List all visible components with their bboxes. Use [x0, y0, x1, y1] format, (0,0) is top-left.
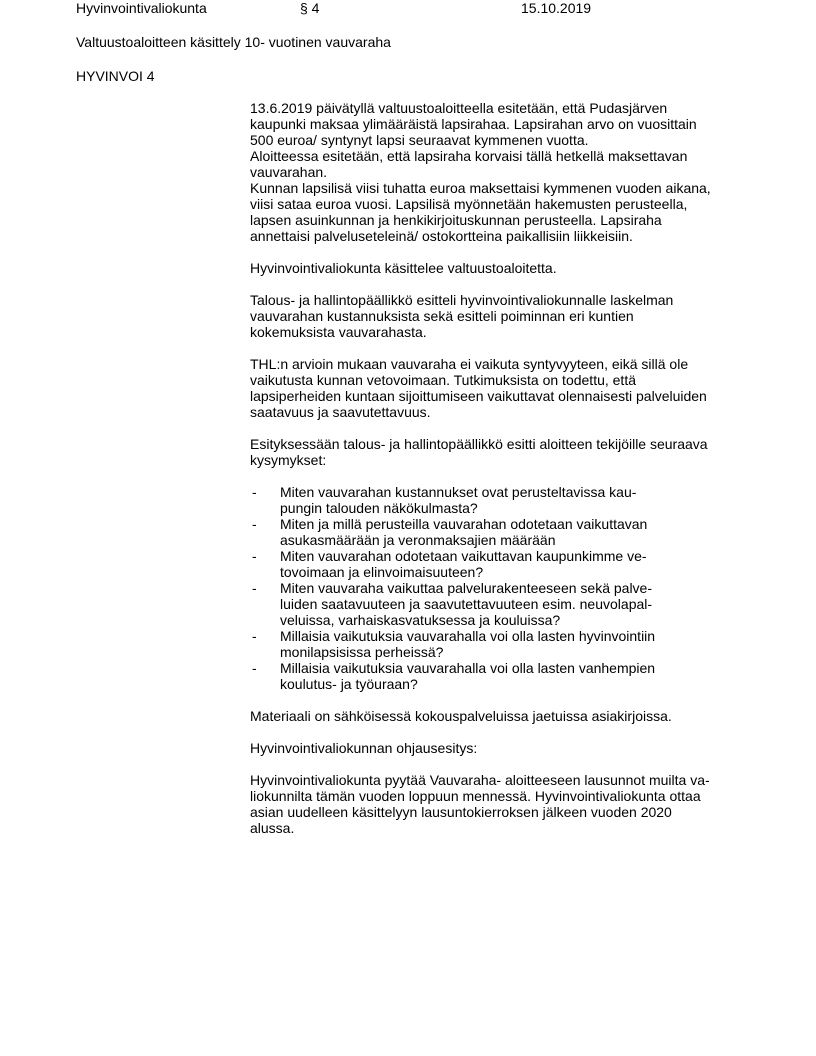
- text-line: kaupunki maksaa ylimääräistä lapsirahaa. Lapsirahan arvo on vuosittain: [250, 116, 697, 132]
- text-line: Miten vauvaraha vaikuttaa palvelurakenteeseen sekä palve-: [280, 580, 653, 596]
- text-line: liokunnilta tämän vuoden loppuun mennessä. Hyvinvointivaliokunta ottaa: [250, 788, 701, 804]
- paragraph-material-note: [250, 708, 745, 724]
- text-line: kokemuksista vauvarahasta.: [250, 324, 427, 340]
- text-line: Esityksessään talous- ja hallintopäällikkö esitti aloitteen tekijöille seuraava: [250, 436, 708, 452]
- header-organization: Hyvinvointivaliokunta: [76, 0, 207, 16]
- paragraph-initiative: [250, 100, 745, 244]
- paragraph-thl-assessment: [250, 356, 745, 420]
- dash-bullet: -: [252, 516, 257, 532]
- text-line: Materiaali on sähköisessä kokouspalveluissa jaetuissa asiakirjoissa.: [250, 708, 672, 724]
- text-line: THL:n arvioin mukaan vauvaraha ei vaikuta syntyvyyteen, eikä sillä ole: [250, 356, 689, 372]
- text-line: vauvarahan kustannuksista sekä esitteli poiminnan eri kuntien: [250, 308, 634, 324]
- text-line: Miten vauvarahan kustannukset ovat perusteltavissa kau-: [280, 484, 637, 500]
- dash-bullet: -: [252, 580, 257, 596]
- dash-bullet: -: [252, 660, 257, 676]
- questions-list: [250, 484, 745, 692]
- text-line: Talous- ja hallintopäällikkö esitteli hyvinvointivaliokunnalle laskelman: [250, 292, 674, 308]
- text-line: viisi sataa euroa vuosi. Lapsilisä myönnetään hakemusten perusteella,: [250, 196, 688, 212]
- text-line: lapsiperheiden kuntaan sijoittumiseen vaikuttavat olennaisesti palveluiden: [250, 388, 707, 404]
- text-line: kysymykset:: [250, 452, 327, 468]
- text-line: Kunnan lapsilisä viisi tuhatta euroa maksettaisi kymmenen vuoden aikana,: [250, 180, 711, 196]
- paragraph-spacer: [250, 756, 745, 772]
- list-item: [250, 516, 745, 548]
- list-item: [250, 628, 745, 660]
- text-line: vauvarahan.: [250, 164, 328, 180]
- list-item: [250, 580, 745, 628]
- document-title: Valtuustoaloitteen käsittely 10- vuotinen vauvaraha: [76, 34, 391, 50]
- text-line: Hyvinvointivaliokunta pyytää Vauvaraha- aloitteeseen lausunnot muilta va-: [250, 772, 710, 788]
- paragraph-spacer: [250, 468, 745, 484]
- paragraph-spacer: [250, 340, 745, 356]
- paragraph-spacer: [250, 692, 745, 708]
- text-line: Hyvinvointivaliokunnan ohjausesitys:: [250, 740, 478, 756]
- header-section-number: § 4: [300, 0, 320, 16]
- text-line: koulutus- ja työuraan?: [280, 676, 418, 692]
- paragraph-proposal: [250, 772, 745, 836]
- text-line: Millaisia vaikutuksia vauvarahalla voi olla lasten vanhempien: [280, 660, 656, 676]
- document-body: [250, 100, 745, 836]
- list-item: [250, 548, 745, 580]
- dash-bullet: -: [252, 548, 257, 564]
- text-line: vaikutusta kunnan vetovoimaan. Tutkimuksista on todettu, että: [250, 372, 636, 388]
- text-line: Hyvinvointivaliokunta käsittelee valtuustoaloitetta.: [250, 260, 557, 276]
- text-line: monilapsisissa perheissä?: [280, 644, 444, 660]
- paragraph-spacer: [250, 276, 745, 292]
- dash-bullet: -: [252, 628, 257, 644]
- paragraph-spacer: [250, 420, 745, 436]
- text-line: annettaisi palveluseteleinä/ ostokortteina paikallisiin liikkeisiin.: [250, 228, 633, 244]
- paragraph-spacer: [250, 724, 745, 740]
- text-line: Miten ja millä perusteilla vauvarahan odotetaan vaikuttavan: [280, 516, 648, 532]
- text-line: alussa.: [250, 820, 295, 836]
- dash-bullet: -: [252, 484, 257, 500]
- paragraph-cost-calculation: [250, 292, 745, 340]
- text-line: Aloitteessa esitetään, että lapsiraha korvaisi tällä hetkellä maksettavan: [250, 148, 688, 164]
- text-line: saatavuus ja saavutettavuus.: [250, 404, 431, 420]
- text-line: Miten vauvarahan odotetaan vaikuttavan kaupunkimme ve-: [280, 548, 647, 564]
- paragraph-questions-intro: [250, 436, 745, 468]
- header-date: 15.10.2019: [521, 0, 592, 16]
- paragraph-proposal-heading: [250, 740, 745, 756]
- list-item: [250, 484, 745, 516]
- text-line: asukasmäärään ja veronmaksajien määrään: [280, 532, 556, 548]
- text-line: 500 euroa/ syntynyt lapsi seuraavat kymmenen vuotta.: [250, 132, 589, 148]
- text-line: 13.6.2019 päivätyllä valtuustoaloitteella esitetään, että Pudasjärven: [250, 100, 668, 116]
- text-line: pungin talouden näkökulmasta?: [280, 500, 478, 516]
- text-line: lapsen asuinkunnan ja henkikirjoituskunnan perusteella. Lapsiraha: [250, 212, 662, 228]
- text-line: veluissa, varhaiskasvatuksessa ja kouluissa?: [280, 612, 561, 628]
- text-line: tovoimaan ja elinvoimaisuuteen?: [280, 564, 484, 580]
- text-line: luiden saatavuuteen ja saavutettavuuteen esim. neuvolapal-: [280, 596, 653, 612]
- list-item: [250, 660, 745, 692]
- text-line: Millaisia vaikutuksia vauvarahalla voi olla lasten hyvinvointiin: [280, 628, 656, 644]
- paragraph-committee-handles: [250, 260, 745, 276]
- text-line: asian uudelleen käsittelyyn lausuntokierroksen jälkeen vuoden 2020: [250, 804, 672, 820]
- document-code: HYVINVOI 4: [76, 68, 155, 84]
- paragraph-spacer: [250, 244, 745, 260]
